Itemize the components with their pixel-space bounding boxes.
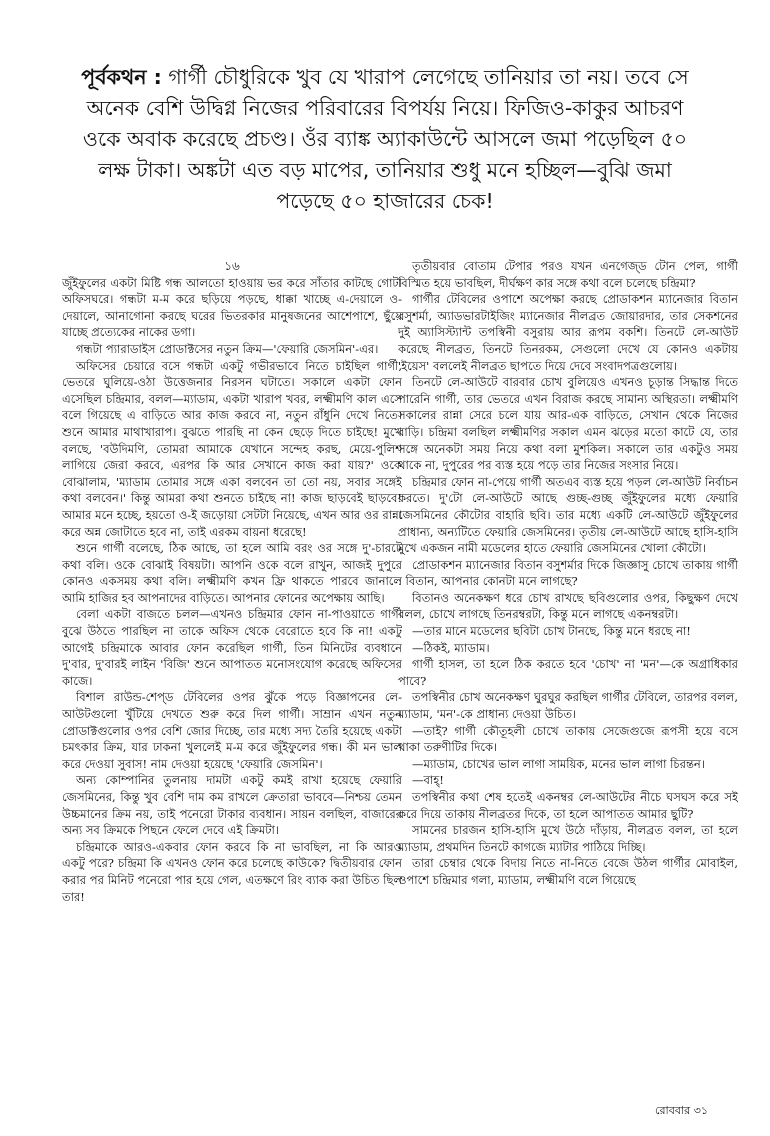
right-column [398, 258, 738, 1098]
paragraph: তপস্বিনীর চোখ অনেকক্ষণ ঘুরঘুর করছিল গার্গীর টেবিলে, তারপর বলল, ম্যাডাম, 'মন'-কে প্রাধান্য দেওয়া উচিত। [398, 690, 738, 722]
paragraph: —ম্যাডাম, চোখের ভাল লাগা সাময়িক, মনের ভাল লাগা চিরন্তন। [412, 756, 705, 771]
paragraph: —বাহ্‌! [412, 773, 444, 788]
paragraph: চন্দ্রিমার ফোন না-পেয়ে গার্গী অতএব ব্যস্ত হয়ে পড়ল লে-আউট নির্বাচন করতে। দু'টো লে-আউটে আছে গুচ্ছ-গুচ্ছ জুঁইফুলের মধ্যে ফেয়ারি জেসমিনের কৌটোর বাহারি ছবি। তার মধ্যে একটি লে-আউটে জুঁইফুলের প্রাধান্য, অন্যটিতে ফেয়ারি জেসমিনের। তৃতীয় লে-আউটে আছে হাসি-হাসি মুখে একজন নামী মডেলের হাতে ফেয়ারি জেসমিনের খোলা কৌটো। [398, 474, 738, 556]
paragraph: গন্ধটা প্যারাডাইস প্রোডাক্টসের নতুন ক্রিম—'ফেয়ারি জেসমিন'-এর। [76, 341, 379, 356]
chapter-number: ১৬ [224, 259, 240, 273]
paragraph: —তার মানে মডেলের ছবিটা চোখ টানছে, কিন্তু মনে ধরছে না! [412, 624, 691, 639]
paragraph: অফিসের চেয়ারে বসে গন্ধটা একটু গভীরভাবে নিতে চাইছিল গার্গী, ভেতরে ঘুলিয়ে-ওঠা উত্তেজনার নিরসন ঘটাতে। সকালে একটা ফোন এসেছিল চন্দ্রিমার, বলল—ম্যাডাম, একটা খারাপ খবর, লক্ষ্মীমণি কাল এসে বলে গিয়েছে এ বাড়িতে আর কাজ করবে না, নতুন রাঁধুনি দেখে নিতে। শুনে আমার মাথাখারাপ। বুঝতে পারছি না কেন ছেড়ে দিতে চাইছে! মুখে বলছে, 'বউদিমণি, তোমরা আমাকে যেখানে সন্দেহ করছ, মেয়ে-পুলিশ লাগিয়ে জেরা করবে, এরপর কি আর সেখানে কাজ করা যায়?' ওকে বোঝালাম, 'ম্যাডাম তোমার সঙ্গে একা বলবেন তা তো নয়, সবার সঙ্গেই কথা বলবেন।' কিন্তু আমরা কথা শুনতে চাইছে না! কাজ ছাড়বেই ছাড়বে! আমার মনে হচ্ছে, হয়তো ও-ই জড়োয়া সেটটা নিয়েছে, এখন আর ওর রান্না করে অন্ন জোটাতে হবে না, তাই এরকম বায়না ধরেছে! [62, 358, 402, 539]
paragraph: প্রোডাকশন ম্যানেজার বিতান বসুশর্মার দিকে জিজ্ঞাসু চোখে তাকায় গার্গী : বিতান, আপনার কোনটা মনে লাগছে? [398, 557, 738, 589]
paragraph: গার্গী হাসল, তা হলে ঠিক করতে হবে 'চোখ' না 'মন'—কে অগ্রাধিকার পাবে? [398, 657, 738, 688]
page-footer: রোববার ৩১ [655, 1104, 708, 1117]
paragraph: জুঁইফুলের একটা মিষ্টি গন্ধ আলতো হাওয়ায় ভর করে সাঁতার কাটছে গোটা অফিসঘরে। গন্ধটা ম-ম করে ছড়িয়ে পড়ছে, ধাক্কা খাচ্ছে এ-দেয়ালে ও-দেয়ালে, আনাগোনা করছে ঘরের ভিতরকার মানুষজনের আশেপাশে, ছুঁয়ে যাচ্ছে প্রত্যেকের নাকের ডগা। [62, 275, 402, 340]
paragraph: তৃতীয়বার বোতাম টেপার পরও যখন এনগেজ্‌ড টোন পেল, গার্গী বিস্মিত হয়ে ভাবছিল, দীর্ঘক্ষণ কার সঙ্গে কথা বলে চলেছে চন্দ্রিমা? [398, 259, 738, 290]
synopsis-text: গার্গী চৌধুরিকে খুব যে খারাপ লেগেছে তানিয়ার তা নয়। তবে সে অনেক বেশি উদ্বিগ্ন নিজের পরিবারের বিপর্যয় নিয়ে। ফিজিও-কাকুর আচরণ ওকে অবাক করেছে প্রচণ্ড। ওঁর ব্যাঙ্ক অ্যাকাউন্টে আসলে জমা পড়েছিল ৫০ লক্ষ টাকা। অঙ্কটা এত বড় মাপের, তানিয়ার শুধু মনে হচ্ছিল—বুঝি জমা পড়েছে ৫০ হাজারের চেক! [82, 65, 689, 213]
synopsis [70, 62, 700, 217]
paragraph: বিতানও অনেকক্ষণ ধরে চোখ রাখছে ছবিগুলোর ওপর, কিছুক্ষণ দেখে বলল, চোখে লাগছে তিনরম্বরটা, কিন্তু মনে লাগছে একনম্বরটা। [398, 590, 738, 622]
synopsis-lead: পূর্বকথন : [81, 65, 162, 89]
paragraph: বিশাল রাউন্ড-শেপ্ড টেবিলের ওপর ঝুঁকে পড়ে বিজ্ঞাপনের লে-আউটগুলো খুঁটিয়ে দেখতে শুরু করে দিল গার্গী। সাম্রান এখন নতুন প্রোডাক্টগুলোর ওপর বেশি জোর দিচ্ছে, তার মধ্যে সদ্য তৈরি হয়েছে একটা চমৎকার ক্রিম, যার ঢাকনা খুললেই ম-ম করে জুঁইফুলের গন্ধ। কী মন ভাল করে দেওয়া সুবাস! নাম দেওয়া হয়েছে 'ফেয়ারি জেসমিন'। [62, 690, 402, 771]
paragraph: অন্য কোম্পানির তুলনায় দামটা একটু কমই রাখা হয়েছে ফেয়ারি জেসমিনের, কিন্তু খুব বেশি দাম কম রাখলে ক্রেতারা ভাববে—নিশ্চয় তেমন উচ্চমানের ক্রিম নয়, তাই পনেরো টাকার ব্যবধান। সায়ন বলছিল, বাজারের অন্য সব ক্রিমকে পিছনে ফেলে দেবে এই ক্রিমটা। [62, 773, 402, 838]
paragraph: তারা চেম্বার থেকে বিদায় নিতে না-নিতে বেজে উঠল গার্গীর মোবাইল, ওপাশে চন্দ্রিমার গলা, ম্যাডাম, লক্ষ্মীমণি বলে গিয়েছে [398, 856, 738, 887]
paragraph: তপস্বিনীর কথা শেষ হতেই একনম্বর লে-আউটের নীচে ঘসঘস করে সই করে দিয়ে তাকায় নীলব্রতর দিকে, তা হলে আপাতত আমার ছুটি? [398, 790, 738, 821]
paragraph: —তাই? গার্গী কৌতূহলী চোখে তাকায় সেজেগুজে রূপসী হয়ে বসে থাকা তরুণীটির দিকে। [398, 723, 738, 755]
paragraph: চন্দ্রিমাকে আরও-একবার ফোন করবে কি না ভাবছিল, না কি আরও একটু পরে? চন্দ্রিমা কি এখনও ফোন করে চলেছে কাউকে? দ্বিতীয়বার ফোন করার পর মিনিট পনেরো পার হয়ে গেল, এতক্ষণে রিং ব্যাক করা উচিত ছিল তার! [62, 839, 402, 904]
paragraph: শুনে গার্গী বলেছে, ঠিক আছে, তা হলে আমি বরং ওর সঙ্গে দু'-চারটে কথা বলি। ওকে বোঝাই বিষয়টা। আপনি ওকে বলে রাখুন, আজই দুপুরে কোনও একসময় কথা বলি। লক্ষ্মীমণি কখন ফ্রি থাকতে পারবে জানালে আমি হাজির হব আপনাদের বাড়িতে। আপনার ফোনের অপেক্ষায় আছি। [62, 541, 402, 605]
paragraph: —ঠিকই, ম্যাডাম। [412, 640, 490, 655]
paragraph: তিনটে লে-আউটে বারবার চোখ বুলিয়েও এখনও চূড়ান্ত সিদ্ধান্ত দিতে পারেনি গার্গী, তার ভেতরে এখন বিরাজ করছে সামান্য অস্থিরতা। লক্ষ্মীমণি সকালের রান্না সেরে চলে যায় আর-এক বাড়িতে, সেখান থেকে নিজের বাড়ি। চন্দ্রিমা বলছিল লক্ষ্মীমণির সকাল এমন ঝড়ের মতো কাটে যে, তার সঙ্গে অনেকটা সময় নিয়ে কথা বলা মুশকিল। সকালে তার একটুও সময় থাকে না, দুপুরের পর ব্যস্ত হয়ে পড়ে তার নিজের সংসার নিয়ে। [398, 375, 738, 473]
paragraph: গার্গীর টেবিলের ওপাশে অপেক্ষা করছে প্রোডাকশন ম্যানেজার বিতান বসুশর্মা, অ্যাডভারটাইজিং ম্যানেজার নীলব্রত জোয়ারদার, তার সেকশনের দুই অ্যাসিস্ট্যান্ট তপস্বিনী বসুরায় আর রূপম বকশি। তিনটে লে-আউট করেছে নীলব্রত, তিনটে তিনরকম, সেগুলো দেখে যে কোনও একটায় 'ইয়েস' বললেই নীলব্রত ছাপতে দিয়ে দেবে সংবাদপত্রগুলোয়। [398, 292, 738, 373]
paragraph: বেলা একটা বাজতে চলল—এখনও চন্দ্রিমার ফোন না-পাওয়াতে গার্গী বুঝে উঠতে পারছিল না তাকে অফিস থেকে বেরোতে হবে কি না! একটু আগেই চন্দ্রিমাকে আবার ফোন করেছিল গার্গী, তিন মিনিটের ব্যবধানে দু'বার, দু'বারই লাইন 'বিজি' শুনে আপাতত মনোসংযোগ করেছে অফিসের কাজে। [62, 607, 402, 688]
left-column [62, 258, 402, 1098]
paragraph: সামনের চারজন হাসি-হাসি মুখে উঠে দাঁড়ায়, নীলব্রত বলল, তা হলে ম্যাডাম, প্রথমদিন তিনটে কাগজে ম্যাটার পাঠিয়ে দিচ্ছি। [398, 823, 738, 854]
